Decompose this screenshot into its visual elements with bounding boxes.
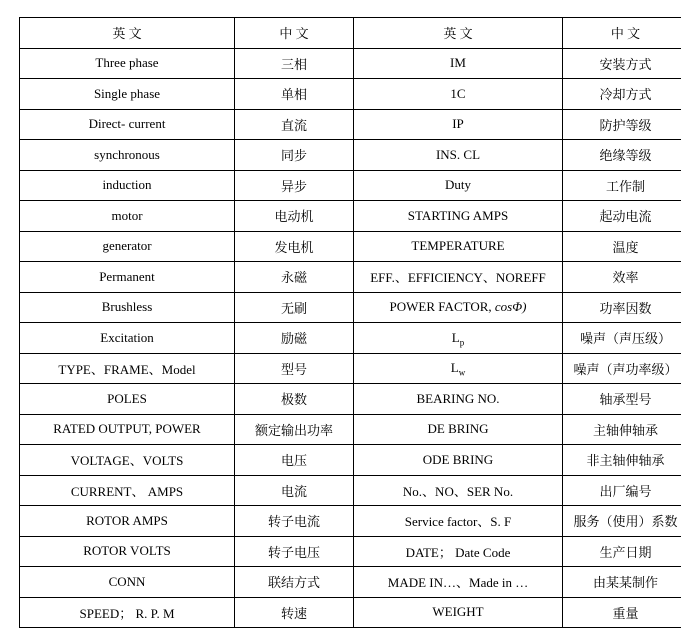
header-english-left: 英 文 bbox=[20, 18, 235, 49]
english-term-cell: Three phase bbox=[20, 48, 235, 79]
english-term-cell: SPEED； R. P. M bbox=[20, 597, 235, 628]
table-row bbox=[20, 536, 681, 567]
english-term-cell: VOLTAGE、VOLTS bbox=[20, 445, 235, 476]
english-term-cell: TEMPERATURE bbox=[354, 231, 563, 262]
english-term-cell: Excitation bbox=[20, 323, 235, 354]
chinese-term-cell: 单相 bbox=[235, 79, 354, 110]
english-term-cell: CONN bbox=[20, 567, 235, 598]
english-term-cell: $L_w$ bbox=[354, 353, 563, 384]
english-term-cell: ROTOR AMPS bbox=[20, 506, 235, 537]
table-row bbox=[20, 323, 681, 354]
chinese-term-cell: 轴承型号 bbox=[563, 384, 681, 415]
chinese-term-cell: 主轴伸轴承 bbox=[563, 414, 681, 445]
table-row bbox=[20, 79, 681, 110]
chinese-term-cell: 无刷 bbox=[235, 292, 354, 323]
chinese-term-cell: 功率因数 bbox=[563, 292, 681, 323]
english-term-cell: motor bbox=[20, 201, 235, 232]
header-english-right: 英 文 bbox=[354, 18, 563, 49]
table-body bbox=[20, 48, 681, 628]
table-row bbox=[20, 597, 681, 628]
translation-glossary-table bbox=[19, 17, 681, 628]
english-term-cell: Service factor、S. F bbox=[354, 506, 563, 537]
table-row bbox=[20, 109, 681, 140]
english-term-cell: No.、NO、SER No. bbox=[354, 475, 563, 506]
english-term-cell: Duty bbox=[354, 170, 563, 201]
chinese-term-cell: 极数 bbox=[235, 384, 354, 415]
header-chinese-right: 中 文 bbox=[563, 18, 681, 49]
chinese-term-cell: 重量 bbox=[563, 597, 681, 628]
chinese-term-cell: 由某某制作 bbox=[563, 567, 681, 598]
table-row bbox=[20, 292, 681, 323]
english-term-cell: Brushless bbox=[20, 292, 235, 323]
table-row bbox=[20, 231, 681, 262]
chinese-term-cell: 生产日期 bbox=[563, 536, 681, 567]
chinese-term-cell: 异步 bbox=[235, 170, 354, 201]
chinese-term-cell: 非主轴伸轴承 bbox=[563, 445, 681, 476]
table-row bbox=[20, 353, 681, 384]
english-term-cell: Permanent bbox=[20, 262, 235, 293]
chinese-term-cell: 励磁 bbox=[235, 323, 354, 354]
chinese-term-cell: 工作制 bbox=[563, 170, 681, 201]
table-row bbox=[20, 506, 681, 537]
chinese-term-cell: 转子电流 bbox=[235, 506, 354, 537]
english-term-cell: DE BRING bbox=[354, 414, 563, 445]
chinese-term-cell: 噪声（声压级） bbox=[563, 323, 681, 354]
english-term-cell: synchronous bbox=[20, 140, 235, 171]
chinese-term-cell: 温度 bbox=[563, 231, 681, 262]
chinese-term-cell: 噪声（声功率级） bbox=[563, 353, 681, 384]
chinese-term-cell: 冷却方式 bbox=[563, 79, 681, 110]
english-term-cell: TYPE、FRAME、Model bbox=[20, 353, 235, 384]
english-term-cell: CURRENT、 AMPS bbox=[20, 475, 235, 506]
english-term-cell: POWER FACTOR, cosΦ) bbox=[354, 292, 563, 323]
header-row bbox=[20, 18, 681, 49]
table-row bbox=[20, 262, 681, 293]
chinese-term-cell: 转子电压 bbox=[235, 536, 354, 567]
table-row bbox=[20, 384, 681, 415]
english-term-cell: induction bbox=[20, 170, 235, 201]
table-row bbox=[20, 201, 681, 232]
table-row bbox=[20, 48, 681, 79]
header-chinese-left: 中 文 bbox=[235, 18, 354, 49]
english-term-cell: BEARING NO. bbox=[354, 384, 563, 415]
chinese-term-cell: 三相 bbox=[235, 48, 354, 79]
chinese-term-cell: 直流 bbox=[235, 109, 354, 140]
chinese-term-cell: 电流 bbox=[235, 475, 354, 506]
chinese-term-cell: 服务（使用）系数 bbox=[563, 506, 681, 537]
english-term-cell: $L_p$ bbox=[354, 323, 563, 354]
table-row bbox=[20, 567, 681, 598]
english-term-cell: WEIGHT bbox=[354, 597, 563, 628]
english-term-cell: ROTOR VOLTS bbox=[20, 536, 235, 567]
english-term-cell: generator bbox=[20, 231, 235, 262]
english-term-cell: POLES bbox=[20, 384, 235, 415]
table-row bbox=[20, 414, 681, 445]
english-term-cell: ODE BRING bbox=[354, 445, 563, 476]
table-row bbox=[20, 445, 681, 476]
english-term-cell: INS. CL bbox=[354, 140, 563, 171]
chinese-term-cell: 永磁 bbox=[235, 262, 354, 293]
table-row bbox=[20, 475, 681, 506]
chinese-term-cell: 出厂编号 bbox=[563, 475, 681, 506]
english-term-cell: DATE； Date Code bbox=[354, 536, 563, 567]
english-term-cell: MADE IN…、Made in … bbox=[354, 567, 563, 598]
english-term-cell: STARTING AMPS bbox=[354, 201, 563, 232]
english-term-cell: IP bbox=[354, 109, 563, 140]
english-term-cell: IM bbox=[354, 48, 563, 79]
chinese-term-cell: 防护等级 bbox=[563, 109, 681, 140]
chinese-term-cell: 联结方式 bbox=[235, 567, 354, 598]
chinese-term-cell: 绝缘等级 bbox=[563, 140, 681, 171]
english-term-cell: 1C bbox=[354, 79, 563, 110]
english-term-cell: RATED OUTPUT, POWER bbox=[20, 414, 235, 445]
chinese-term-cell: 发电机 bbox=[235, 231, 354, 262]
chinese-term-cell: 起动电流 bbox=[563, 201, 681, 232]
chinese-term-cell: 型号 bbox=[235, 353, 354, 384]
chinese-term-cell: 电动机 bbox=[235, 201, 354, 232]
table-row bbox=[20, 140, 681, 171]
chinese-term-cell: 安装方式 bbox=[563, 48, 681, 79]
chinese-term-cell: 效率 bbox=[563, 262, 681, 293]
chinese-term-cell: 同步 bbox=[235, 140, 354, 171]
english-term-cell: Single phase bbox=[20, 79, 235, 110]
english-term-cell: Direct- current bbox=[20, 109, 235, 140]
english-term-cell: EFF.、EFFICIENCY、NOREFF bbox=[354, 262, 563, 293]
chinese-term-cell: 电压 bbox=[235, 445, 354, 476]
table-header bbox=[20, 18, 681, 49]
chinese-term-cell: 转速 bbox=[235, 597, 354, 628]
chinese-term-cell: 额定输出功率 bbox=[235, 414, 354, 445]
table-row bbox=[20, 170, 681, 201]
